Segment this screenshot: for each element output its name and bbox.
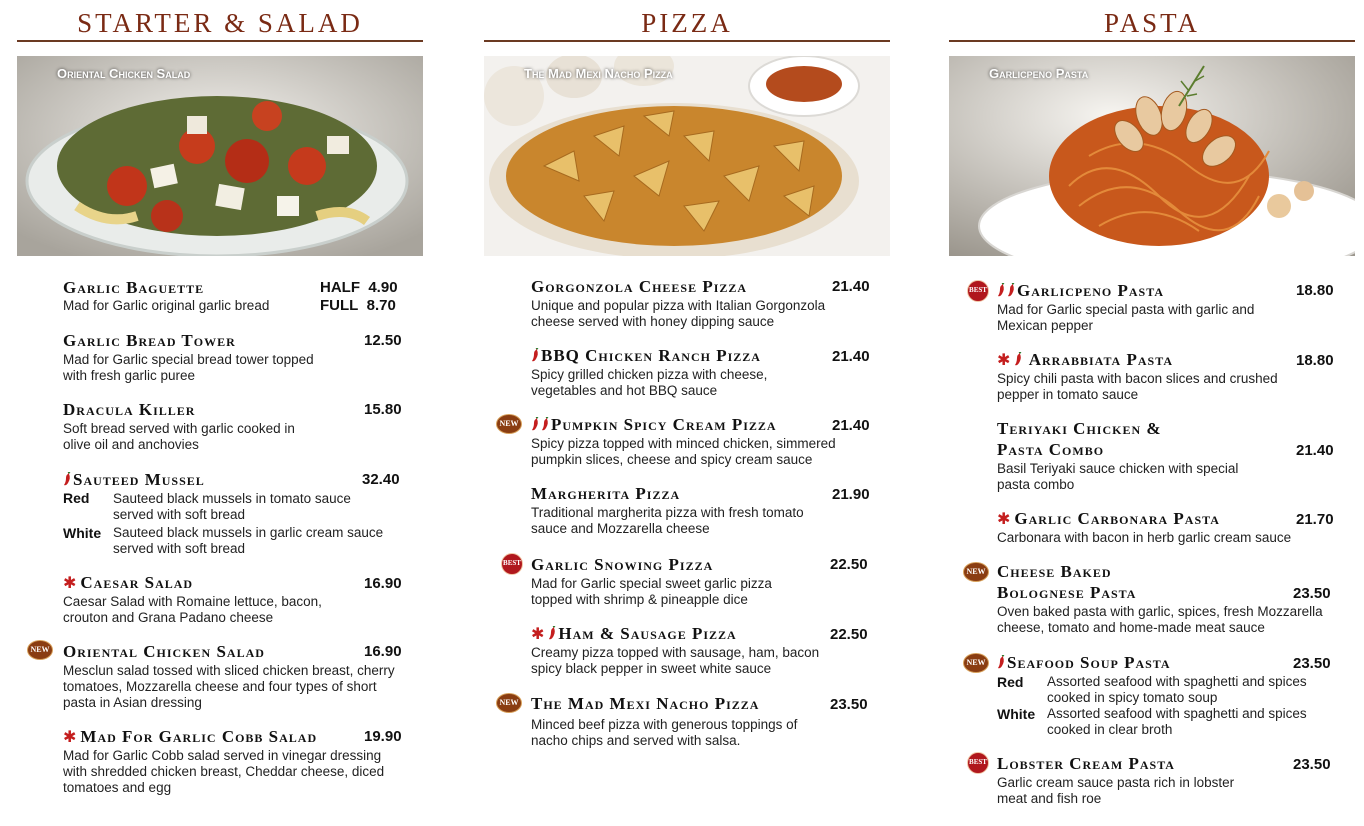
chili-icon <box>63 472 71 486</box>
item-name: Garlic Baguette <box>63 278 205 297</box>
item-description: Mad for Garlic original garlic bread <box>63 298 270 313</box>
item-name: Sauteed Mussel <box>63 469 205 490</box>
item-price: 22.50 <box>830 556 868 573</box>
item-price: 32.40 <box>362 471 400 488</box>
item-description: Mesclun salad tossed with sliced chicken breast, cherry tomatoes, Mozzarella cheese and four types of short pasta in Asian dressing <box>63 663 395 710</box>
item-price: 21.40 <box>1296 442 1334 459</box>
item-price-half: HALF 4.90 <box>320 279 398 296</box>
photo-caption: The Mad Mexi Nacho Pizza <box>524 66 673 81</box>
garlicpeno-pasta-photo <box>949 56 1355 256</box>
variant-label-red: Red <box>997 674 1024 690</box>
chili-icon <box>548 626 556 640</box>
item-price: 21.40 <box>832 417 870 434</box>
item-name: Pumpkin Spicy Cream Pizza <box>531 414 777 435</box>
item-name: Dracula Killer <box>63 400 196 419</box>
item-description: Oven baked pasta with garlic, spices, fresh Mozzarella cheese, tomato and home-made meat sauce <box>997 604 1323 635</box>
item-price: 23.50 <box>1293 756 1331 773</box>
item-description: Traditional margherita pizza with fresh tomato sauce and Mozzarella cheese <box>531 505 804 536</box>
column-title-pizza: PIZZA <box>641 8 733 38</box>
variant-label-red: Red <box>63 490 90 506</box>
item-name: The Mad Mexi Nacho Pizza <box>531 694 760 713</box>
item-name: ✱ Mad For Garlic Cobb Salad <box>63 727 318 746</box>
item-name-line2: Bolognese Pasta <box>997 583 1137 602</box>
chili-icon <box>997 283 1005 297</box>
item-price: 23.50 <box>830 696 868 713</box>
item-description: Minced beef pizza with generous toppings of nacho chips and served with salsa. <box>531 717 798 748</box>
item-description: Unique and popular pizza with Italian Gorgonzola cheese served with honey dipping sauce <box>531 298 826 329</box>
item-price: 12.50 <box>364 332 402 349</box>
nacho-pizza-photo <box>484 56 890 256</box>
item-description: Basil Teriyaki sauce chicken with special pasta combo <box>997 461 1239 492</box>
item-price: 21.40 <box>832 278 870 295</box>
item-description: Spicy chili pasta with bacon slices and crushed pepper in tomato sauce <box>997 371 1278 402</box>
item-description: Mad for Garlic special pasta with garlic and Mexican pepper <box>997 302 1255 333</box>
column-divider <box>949 40 1355 42</box>
item-name: Garlic Bread Tower <box>63 331 236 350</box>
pasta-image <box>949 56 1355 256</box>
item-description: Mad for Garlic Cobb salad served in vinegar dressing with shredded chicken breast, Cheddar cheese, diced tomatoes and egg <box>63 748 385 795</box>
spicy-star-icon: ✱ <box>63 727 78 746</box>
oriental-chicken-salad-photo <box>17 56 423 256</box>
variant-description: Sauteed black mussels in garlic cream sauce served with soft bread <box>113 525 384 556</box>
item-price-full: FULL 8.70 <box>320 297 396 314</box>
pizza-column <box>484 0 890 826</box>
column-divider <box>484 40 890 42</box>
item-name: Seafood Soup Pasta <box>997 652 1171 673</box>
new-badge-icon: NEW <box>963 653 989 673</box>
item-name: ✱ Caesar Salad <box>63 573 194 592</box>
item-price: 18.80 <box>1296 282 1334 299</box>
best-badge-icon: BEST <box>967 280 989 302</box>
column-title-starter: STARTER & SALAD <box>77 8 363 38</box>
chili-icon <box>997 655 1005 669</box>
chili-icon <box>1007 283 1015 297</box>
item-name: Gorgonzola Cheese Pizza <box>531 277 748 296</box>
item-price: 23.50 <box>1293 585 1331 602</box>
variant-label-white: White <box>63 525 102 541</box>
best-badge-icon: BEST <box>501 553 523 575</box>
item-price: 19.90 <box>364 728 402 745</box>
salad-image <box>17 56 423 256</box>
item-price: 21.40 <box>832 348 870 365</box>
chili-icon <box>541 417 549 431</box>
column-title-pasta: PASTA <box>1104 8 1200 38</box>
spicy-star-icon: ✱ <box>63 573 78 592</box>
chili-icon <box>1014 352 1022 366</box>
variant-description: Assorted seafood with spaghetti and spices cooked in clear broth <box>1047 706 1307 737</box>
item-price: 21.70 <box>1296 511 1334 528</box>
item-name: Oriental Chicken Salad <box>63 642 265 661</box>
chili-icon <box>531 417 539 431</box>
item-description: Creamy pizza topped with sausage, ham, bacon spicy black pepper in sweet white sauce <box>531 645 820 676</box>
best-badge-icon: BEST <box>967 752 989 774</box>
starter-salad-column <box>17 0 423 826</box>
item-name: ✱ Ham & Sausage Pizza <box>531 624 737 643</box>
item-name: Margherita Pizza <box>531 484 681 503</box>
item-name: ✱ Arrabbiata Pasta <box>997 350 1173 369</box>
item-description: Carbonara with bacon in herb garlic cream sauce <box>997 530 1292 545</box>
new-badge-icon: NEW <box>496 414 522 434</box>
column-divider <box>17 40 423 42</box>
item-name: Garlicpeno Pasta <box>997 280 1164 301</box>
item-name: BBQ Chicken Ranch Pizza <box>531 345 761 366</box>
item-price: 16.90 <box>364 575 402 592</box>
item-price: 21.90 <box>832 486 870 503</box>
pizza-image <box>484 56 890 256</box>
item-price: 18.80 <box>1296 352 1334 369</box>
item-description: Caesar Salad with Romaine lettuce, bacon, crouton and Grana Padano cheese <box>63 594 322 625</box>
new-badge-icon: NEW <box>496 693 522 713</box>
item-price: 22.50 <box>830 626 868 643</box>
variant-description: Sauteed black mussels in tomato sauce served with soft bread <box>113 491 351 522</box>
item-price: 16.90 <box>364 643 402 660</box>
item-name: ✱ Garlic Carbonara Pasta <box>997 509 1220 528</box>
item-price: 23.50 <box>1293 655 1331 672</box>
item-description: Spicy grilled chicken pizza with cheese, vegetables and hot BBQ sauce <box>531 367 768 398</box>
variant-label-white: White <box>997 706 1036 722</box>
spicy-star-icon: ✱ <box>531 624 546 643</box>
pasta-column <box>949 0 1355 826</box>
item-description: Soft bread served with garlic cooked in olive oil and anchovies <box>63 421 295 452</box>
item-name-line1: Cheese Baked <box>997 562 1112 581</box>
item-name-line2: Pasta Combo <box>997 440 1105 459</box>
variant-description: Assorted seafood with spaghetti and spices cooked in spicy tomato soup <box>1047 674 1307 705</box>
item-description: Spicy pizza topped with minced chicken, simmered pumpkin slices, cheese and spicy cream sauce <box>531 436 836 467</box>
item-description: Mad for Garlic special sweet garlic pizza topped with shrimp & pineapple dice <box>531 576 772 607</box>
item-name-line1: Teriyaki Chicken & <box>997 419 1162 438</box>
spicy-star-icon: ✱ <box>997 509 1012 528</box>
item-name: Garlic Snowing Pizza <box>531 555 714 574</box>
new-badge-icon: NEW <box>963 562 989 582</box>
chili-icon <box>531 348 539 362</box>
photo-caption: Garlicpeno Pasta <box>989 66 1089 81</box>
spicy-star-icon: ✱ <box>997 350 1012 369</box>
item-price: 15.80 <box>364 401 402 418</box>
item-name: Lobster Cream Pasta <box>997 754 1175 773</box>
new-badge-icon: NEW <box>27 640 53 660</box>
item-description: Mad for Garlic special bread tower topped with fresh garlic puree <box>63 352 314 383</box>
item-description: Garlic cream sauce pasta rich in lobster meat and fish roe <box>997 775 1235 806</box>
photo-caption: Oriental Chicken Salad <box>57 66 191 81</box>
